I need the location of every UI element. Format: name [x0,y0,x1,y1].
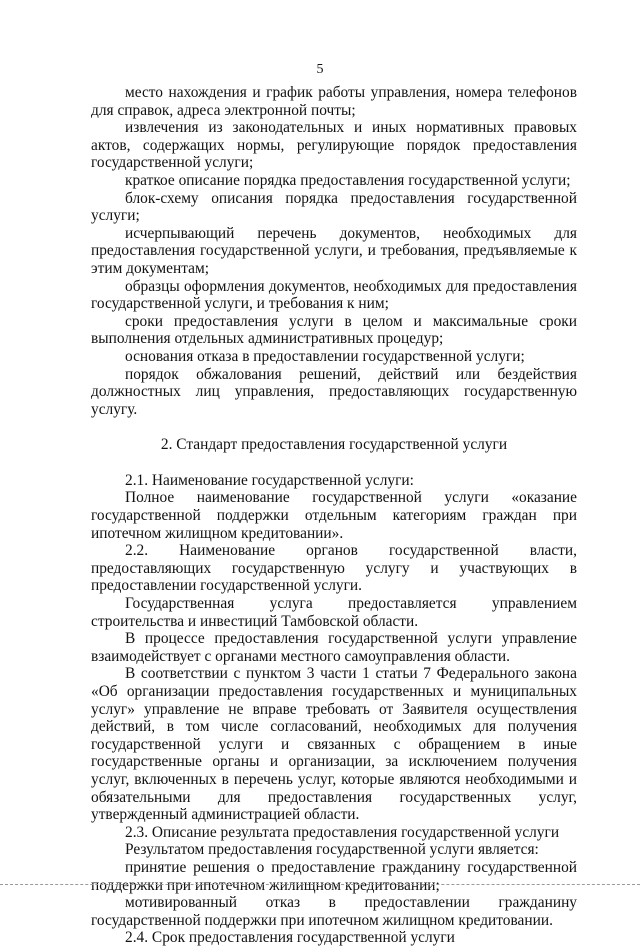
paragraph-interaction: В процессе предоставления государственной услуги управление взаимодействует с органами местного самоуправления области. [91,630,577,665]
section-heading: 2. Стандарт предоставления государственной услуги [160,436,508,454]
clause-2-2-heading: 2.2. Наименование органов государственной власти, предоставляющих государственную услугу и участвующих в предоставлении государственной услуги. [91,542,577,595]
paragraph-documents-list: исчерпывающий перечень документов, необходимых для предоставления государственной услуги, и требования, предъявляемые к этим документам; [91,224,577,277]
paragraph-document-samples: образцы оформления документов, необходимых для предоставления государственной услуги, и требования к ним; [91,277,577,313]
paragraph-provider: Государственная услуга предоставляется управлением строительства и инвестиций Тамбовской области. [91,595,577,630]
paragraph-flowchart: блок-схему описания порядка предоставления государственной услуги; [91,189,577,225]
paragraph-result-decision: принятие решения о предоставление гражданину государственной поддержки при ипотечном жилищном кредитовании; [91,858,577,894]
paragraph-federal-law: В соответствии с пунктом 3 части 1 статьи 7 Федерального закона «Об организации предоставления государственных и муниципальных услуг» управление не вправе требовать от Заявителя осуществления действий, в том числе согласований, необходимых для получения государственной услуги и связанных с обращением в иные государственные органы и организации, за исключением получения услуг, включенных в перечень услуг, которые являются необходимыми и обязательными для предоставления государственных услуг, утвержденный администрацией области. [91,665,577,824]
paragraph-legal-extracts: извлечения из законодательных и иных нормативных правовых актов, содержащих нормы, регулирующие порядок предоставления государственной услуги; [91,119,577,172]
clause-2-3-heading: 2.3. Описание результата предоставления государственной услуги [125,823,560,841]
footer-dashed-rule [0,884,640,885]
page-number: 5 [316,62,324,77]
paragraph-appeal-procedure: порядок обжалования решений, действий или бездействия должностных лиц управления, предоставляющих государственную услугу. [91,365,577,418]
document-body [91,84,577,947]
paragraph-refusal-grounds: основания отказа в предоставлении государственной услуги; [125,347,525,365]
paragraph-deadlines: сроки предоставления услуги в целом и максимальные сроки выполнения отдельных административных процедур; [91,312,577,348]
paragraph-result-intro: Результатом предоставления государственной услуги является: [125,841,539,859]
clause-2-4-heading: 2.4. Срок предоставления государственной услуги [125,929,455,947]
paragraph-location-schedule: место нахождения и график работы управления, номера телефонов для справок, адреса электронной почты; [91,84,577,119]
paragraph-full-name: Полное наименование государственной услуги «оказание государственной поддержки отдельным категориям граждан при ипотечном жилищном кредитовании». [91,489,577,542]
clause-2-1-heading: 2.1. Наименование государственной услуги: [125,471,414,489]
paragraph-brief-description: краткое описание порядка предоставления государственной услуги; [125,171,571,189]
paragraph-result-refusal: мотивированный отказ в предоставлении гражданину государственной поддержки при ипотечном жилищном кредитовании. [91,894,577,929]
